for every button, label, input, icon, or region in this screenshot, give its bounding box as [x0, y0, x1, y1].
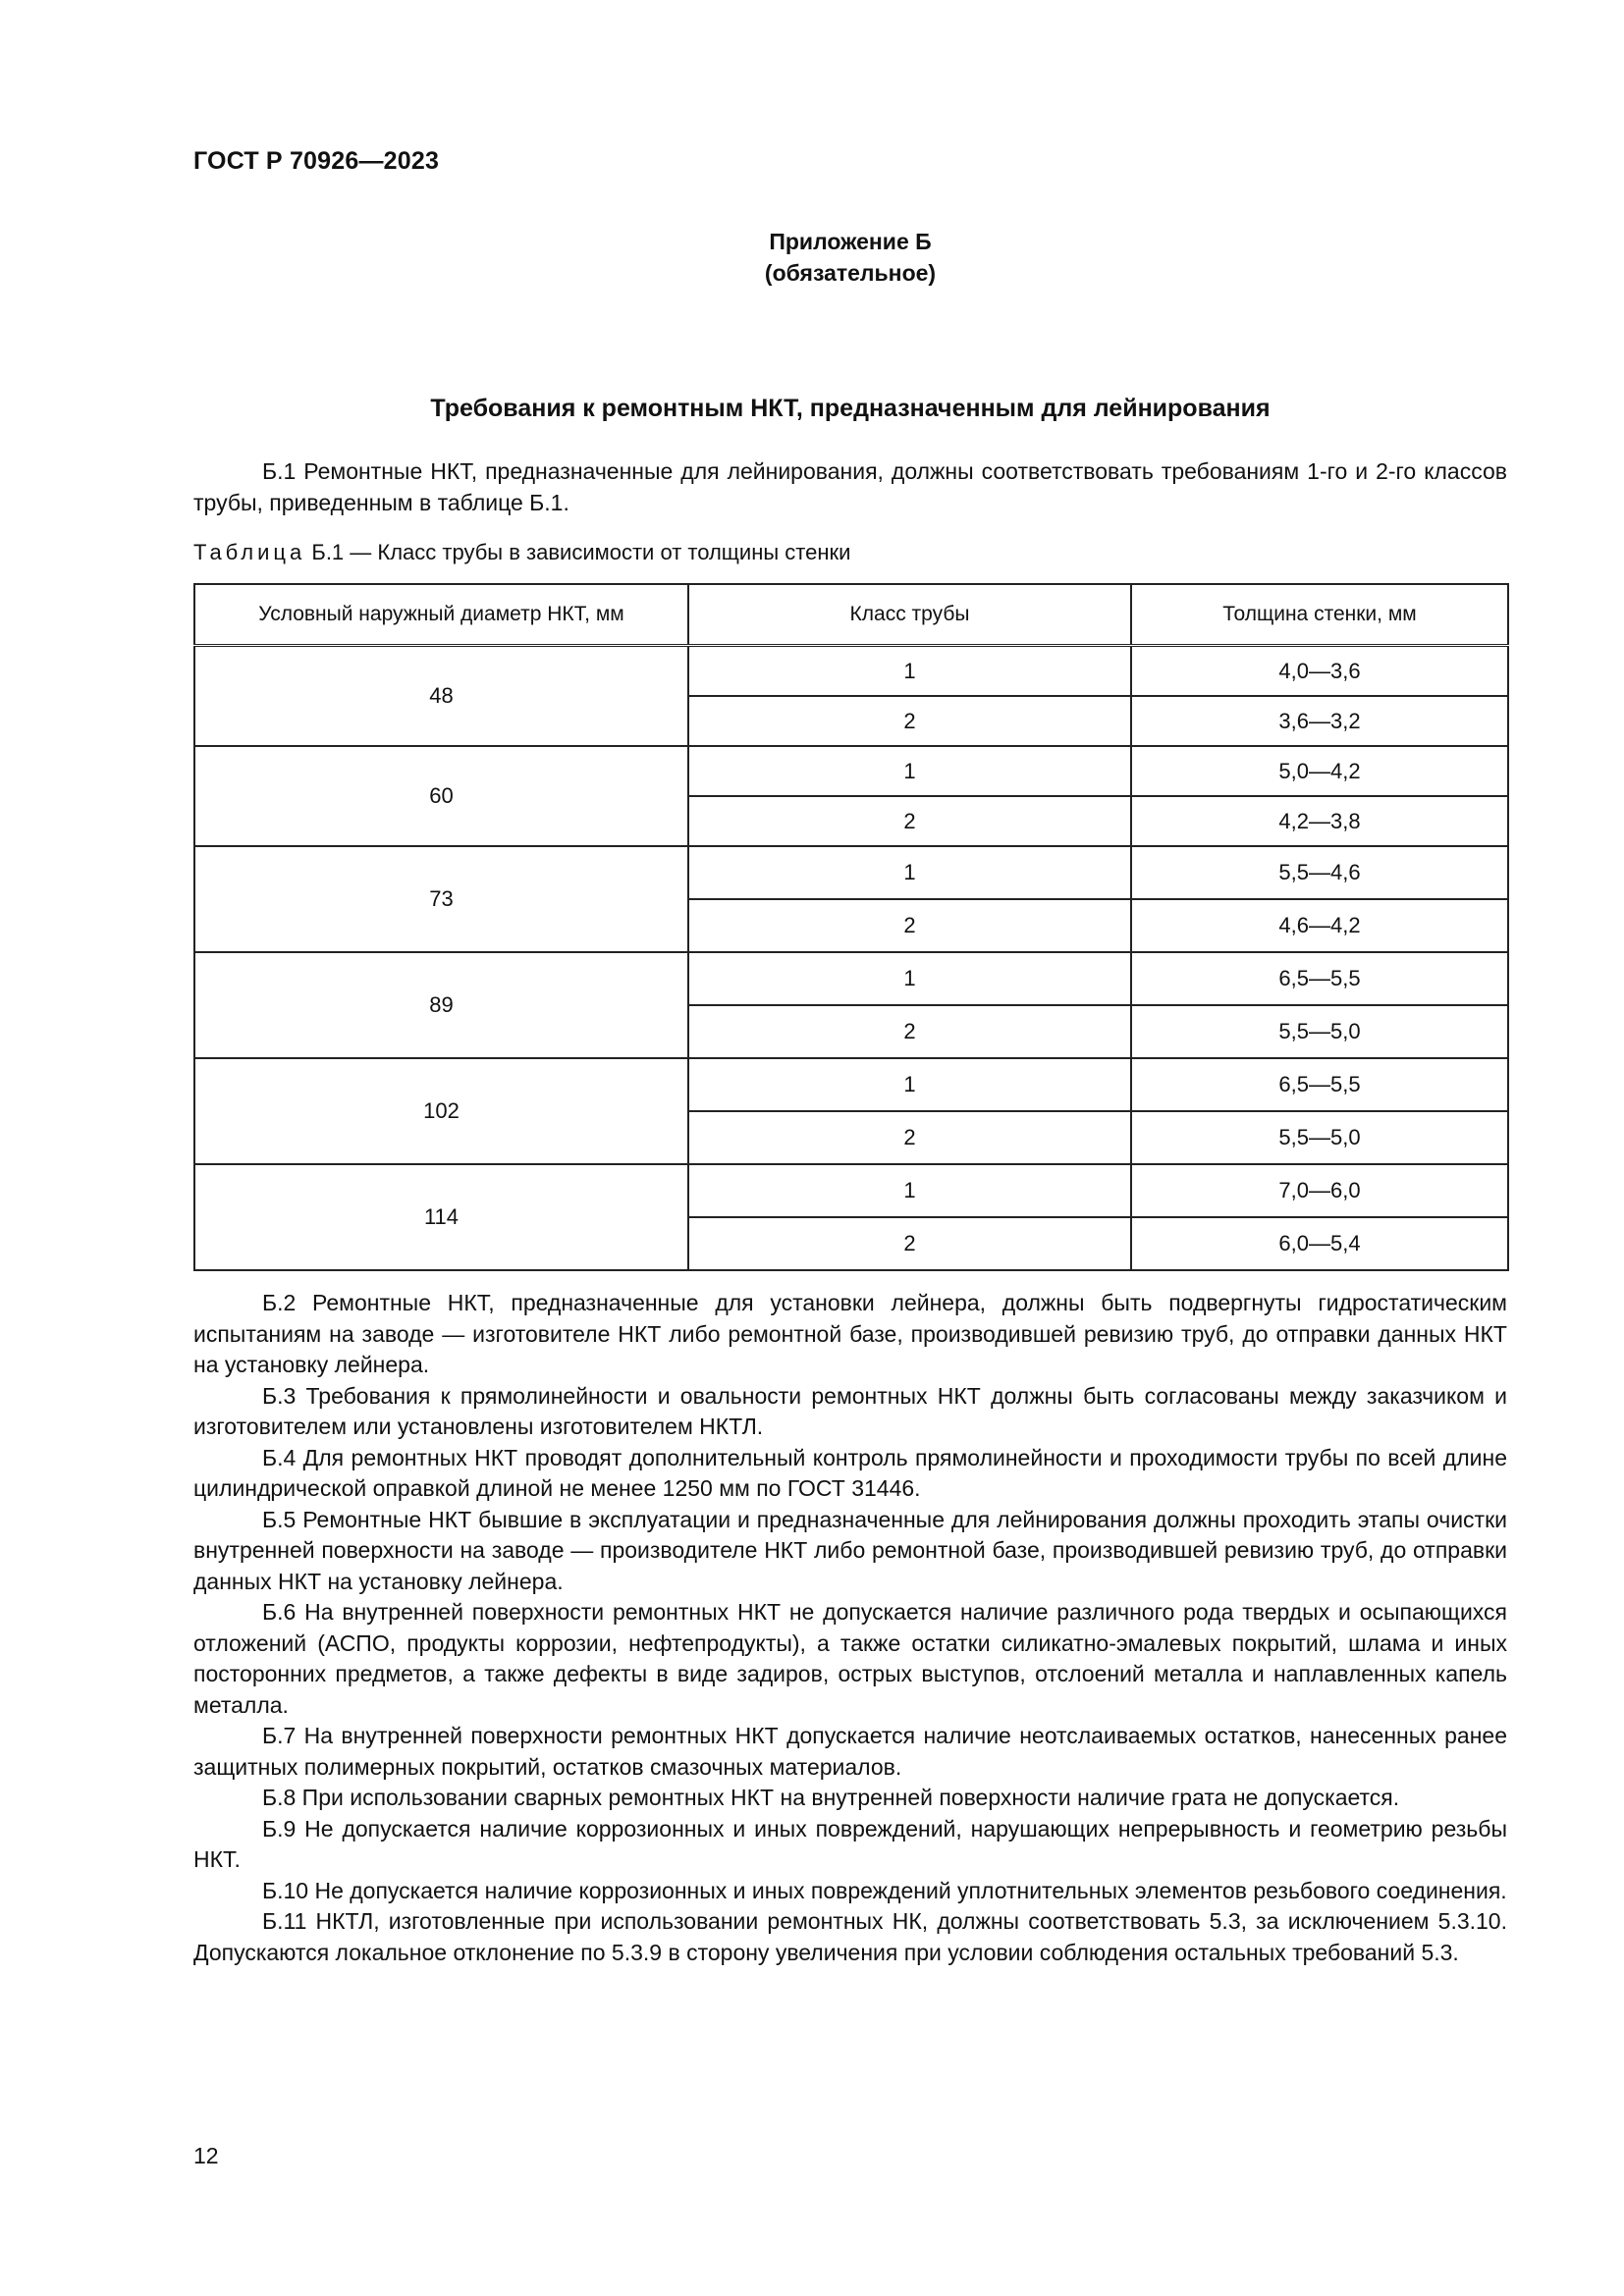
class-cell: 1 — [688, 1058, 1131, 1111]
class-cell: 2 — [688, 1111, 1131, 1164]
table-row — [194, 746, 1508, 796]
diameter-cell: 48 — [194, 646, 688, 747]
paragraph-b8: Б.8 При использовании сварных ремонтных НКТ на внутренней поверхности наличие грата не допускается. — [262, 1785, 1400, 1810]
class-cell: 2 — [688, 1005, 1131, 1058]
requirements-text — [193, 1288, 1507, 1968]
paragraph-b11: Б.11 НКТЛ, изготовленные при использовании ремонтных НК, должны соответствовать 5.3, за исключением 5.3.10. Допускаются локальное отклонение по 5.3.9 в сторону увеличения при условии соблюдения остальных требований 5.3. — [193, 1908, 1507, 1965]
paragraph-b10: Б.10 Не допускается наличие коррозионных и иных повреждений уплотнительных элементов резьбового соединения. — [262, 1877, 1507, 1903]
paragraph-b1: Б.1 Ремонтные НКТ, предназначенные для лейнирования, должны соответствовать требованиям 1-го и 2-го классов трубы, приведенным в таблице Б.1. — [193, 458, 1507, 515]
thickness-cell: 6,5—5,5 — [1131, 1058, 1508, 1111]
table-row — [194, 1058, 1508, 1111]
pipe-class-table — [193, 583, 1509, 1271]
paragraph-b7: Б.7 На внутренней поверхности ремонтных НКТ допускается наличие неотслаиваемых остатков, нанесенных ранее защитных полимерных покрытий, остатков смазочных материалов. — [193, 1723, 1507, 1780]
table-header-row — [194, 584, 1508, 646]
thickness-cell: 5,0—4,2 — [1131, 746, 1508, 796]
diameter-cell: 89 — [194, 952, 688, 1058]
table-row — [194, 952, 1508, 1005]
appendix-heading — [193, 226, 1507, 289]
appendix-status: (обязательное) — [764, 260, 937, 286]
class-cell: 2 — [688, 796, 1131, 846]
appendix-title: Приложение Б — [769, 229, 932, 254]
paragraph-b5: Б.5 Ремонтные НКТ бывшие в эксплуатации и предназначенные для лейнирования должны проходить этапы очистки внутренней поверхности на заводе — производителе НКТ либо ремонтной базе, производившей ревизию труб, до отправки данных НКТ на установку лейнера. — [193, 1506, 1507, 1594]
header-class: Класс трубы — [688, 584, 1131, 646]
thickness-cell: 3,6—3,2 — [1131, 696, 1508, 746]
class-cell: 2 — [688, 899, 1131, 952]
thickness-cell: 6,5—5,5 — [1131, 952, 1508, 1005]
thickness-cell: 4,6—4,2 — [1131, 899, 1508, 952]
table-row — [194, 646, 1508, 697]
table-row — [194, 846, 1508, 899]
table-caption — [193, 540, 850, 565]
page-number: 12 — [193, 2143, 219, 2168]
thickness-cell: 5,5—4,6 — [1131, 846, 1508, 899]
table-caption-text: Б.1 — Класс трубы в зависимости от толщины стенки — [305, 540, 851, 564]
diameter-cell: 114 — [194, 1164, 688, 1270]
diameter-cell: 73 — [194, 846, 688, 952]
paragraph-b4: Б.4 Для ремонтных НКТ проводят дополнительный контроль прямолинейности и проходимости трубы по всей длине цилиндрической оправкой длиной не менее 1250 мм по ГОСТ 31446. — [193, 1444, 1507, 1501]
paragraph-b6: Б.6 На внутренней поверхности ремонтных НКТ не допускается наличие различного рода твердых и осыпающихся отложений (АСПО, продукты коррозии, нефтепродукты), а также остатки силикатно-эмалевых покрытий, шлама и иных посторонних предметов, а также дефекты в виде задиров, острых выступов, отслоений металла и наплавленных капель металла. — [193, 1599, 1507, 1718]
thickness-cell: 4,2—3,8 — [1131, 796, 1508, 846]
class-cell: 1 — [688, 746, 1131, 796]
class-cell: 1 — [688, 1164, 1131, 1217]
diameter-cell: 60 — [194, 746, 688, 846]
document-code: ГОСТ Р 70926—2023 — [193, 147, 440, 175]
table-row — [194, 1164, 1508, 1217]
paragraph-b9: Б.9 Не допускается наличие коррозионных и иных повреждений, нарушающих непрерывность и геометрию резьбы НКТ. — [193, 1815, 1507, 1872]
paragraph-b2: Б.2 Ремонтные НКТ, предназначенные для установки лейнера, должны быть подвергнуты гидростатическим испытаниям на заводе — изготовителе НКТ либо ремонтной базе, производившей ревизию труб, до отправки данных НКТ на установку лейнера. — [193, 1290, 1507, 1377]
class-cell: 1 — [688, 952, 1131, 1005]
paragraph-b3: Б.3 Требования к прямолинейности и овальности ремонтных НКТ должны быть согласованы между заказчиком и изготовителем или установлены изготовителем НКТЛ. — [193, 1382, 1507, 1439]
thickness-cell: 5,5—5,0 — [1131, 1111, 1508, 1164]
class-cell: 1 — [688, 846, 1131, 899]
table-caption-prefix: Таблица — [193, 540, 306, 564]
class-cell: 2 — [688, 1217, 1131, 1270]
thickness-cell: 7,0—6,0 — [1131, 1164, 1508, 1217]
header-diameter: Условный наружный диаметр НКТ, мм — [194, 584, 688, 646]
section-title: Требования к ремонтным НКТ, предназначенным для лейнирования — [430, 395, 1271, 422]
thickness-cell: 6,0—5,4 — [1131, 1217, 1508, 1270]
thickness-cell: 4,0—3,6 — [1131, 646, 1508, 697]
thickness-cell: 5,5—5,0 — [1131, 1005, 1508, 1058]
class-cell: 1 — [688, 646, 1131, 697]
header-thickness: Толщина стенки, мм — [1131, 584, 1508, 646]
class-cell: 2 — [688, 696, 1131, 746]
diameter-cell: 102 — [194, 1058, 688, 1164]
